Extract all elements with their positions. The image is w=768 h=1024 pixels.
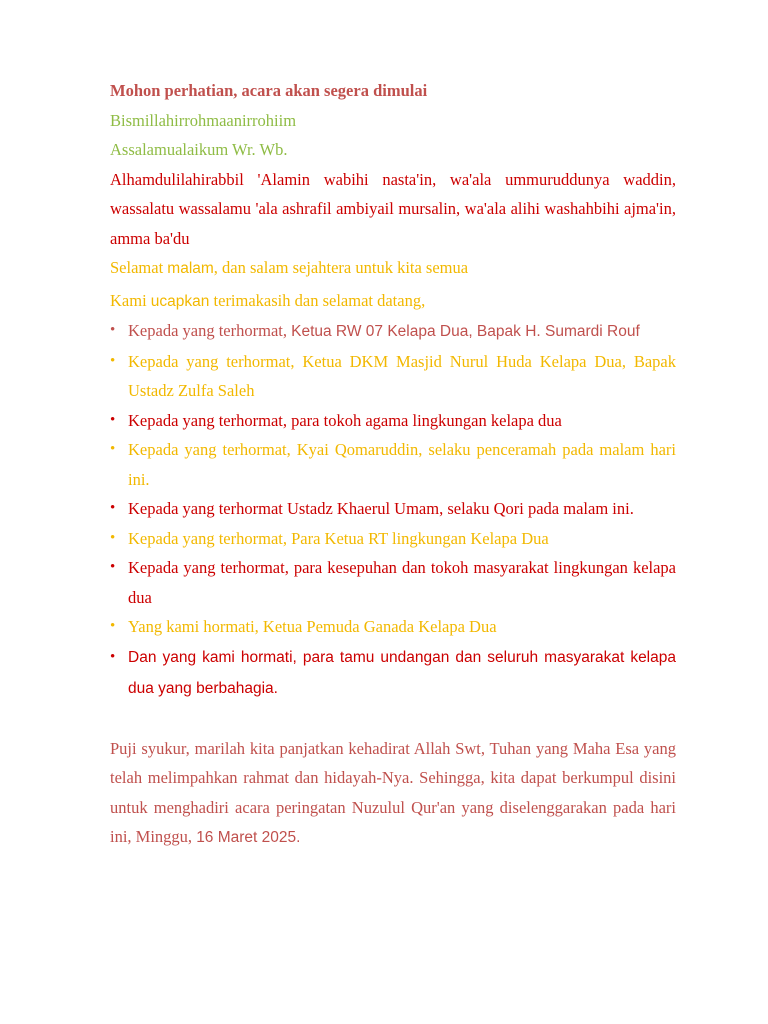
thanks-post: terimakasih dan selamat datang, [209, 290, 426, 310]
thanks-word: ucapkan [150, 292, 210, 310]
thanks-pre: Kami [110, 290, 151, 310]
list-item [110, 642, 676, 704]
announcement-heading: Mohon perhatian, acara akan segera dimulai [110, 81, 428, 100]
list-item [110, 553, 676, 612]
list-item-text: Kepada yang terhormat, para kesepuhan dan tokoh masyarakat lingkungan kelapa dua [128, 558, 676, 607]
list-item [110, 406, 676, 436]
closing-date: 16 Maret 2025. [196, 829, 301, 846]
bullet-icon: • [110, 441, 116, 457]
list-item [110, 435, 676, 494]
bullet-icon: • [110, 618, 116, 634]
bullet-icon: • [110, 648, 116, 665]
list-item-text: Kepada yang terhormat, Kyai Qomaruddin, selaku penceramah pada malam hari ini. [128, 440, 676, 489]
bullet-icon: • [110, 322, 116, 338]
list-item-text: Kepada yang terhormat, para tokoh agama lingkungan kelapa dua [128, 410, 562, 430]
thanks-line [110, 286, 676, 317]
list-item [110, 494, 676, 524]
list-item [110, 612, 676, 642]
list-item [110, 347, 676, 406]
list-item-text: Dan yang kami hormati, para tamu undangan dan seluruh masyarakat kelapa dua yang berbahagia. [128, 648, 676, 697]
list-item-text: Kepada yang terhormat, Para Ketua RT lingkungan Kelapa Dua [128, 528, 549, 548]
list-item [110, 524, 676, 554]
bullet-icon: • [110, 529, 116, 546]
bullet-icon: • [110, 500, 116, 516]
bullet-icon: • [110, 411, 116, 428]
document-body [110, 76, 676, 869]
hamdalah-paragraph: Alhamdulilahirabbil 'Alamin wabihi nasta'in, wa'ala ummuruddunya waddin, wassalatu wassalamu 'ala ashrafil ambiyail mursalin, wa'ala alihi washahbihi ajma'in, amma ba'du [110, 169, 676, 248]
greeting-word: malam [167, 260, 214, 277]
bismillah-line: Bismillahirrohmaanirrohiim [110, 110, 297, 130]
bullet-icon: • [110, 559, 116, 575]
list-item-pre: Kepada yang terhormat, [128, 321, 292, 340]
closing-text: Puji syukur, marilah kita panjatkan kehadirat Allah Swt, Tuhan yang Maha Esa yang telah melimpahkan rahmat dan hidayah-Nya. Sehingga, kita dapat berkumpul disini untuk menghadiri acara peringatan Nuzulul Qur'an yang diselenggarakan pada hari ini, Minggu, [110, 738, 676, 846]
closing-paragraph [110, 734, 676, 853]
list-item-text: Kepada yang terhormat Ustadz Khaerul Umam, selaku Qori pada malam ini. [128, 499, 634, 518]
honoree-list [110, 316, 676, 704]
list-item [110, 316, 676, 347]
list-item-post: Ketua RW 07 Kelapa Dua, Bapak H. Sumardi Rouf [291, 323, 640, 340]
greeting-pre: Selamat [110, 258, 168, 277]
salam-line: Assalamualaikum Wr. Wb. [110, 140, 288, 159]
greeting-post: , dan salam sejahtera untuk kita semua [213, 258, 469, 277]
greeting-line [110, 253, 676, 284]
list-item-text: Yang kami hormati, Ketua Pemuda Ganada Kelapa Dua [128, 617, 497, 636]
list-item-text: Kepada yang terhormat, Ketua DKM Masjid Nurul Huda Kelapa Dua, Bapak Ustadz Zulfa Saleh [128, 351, 676, 400]
bullet-icon: • [110, 352, 116, 369]
